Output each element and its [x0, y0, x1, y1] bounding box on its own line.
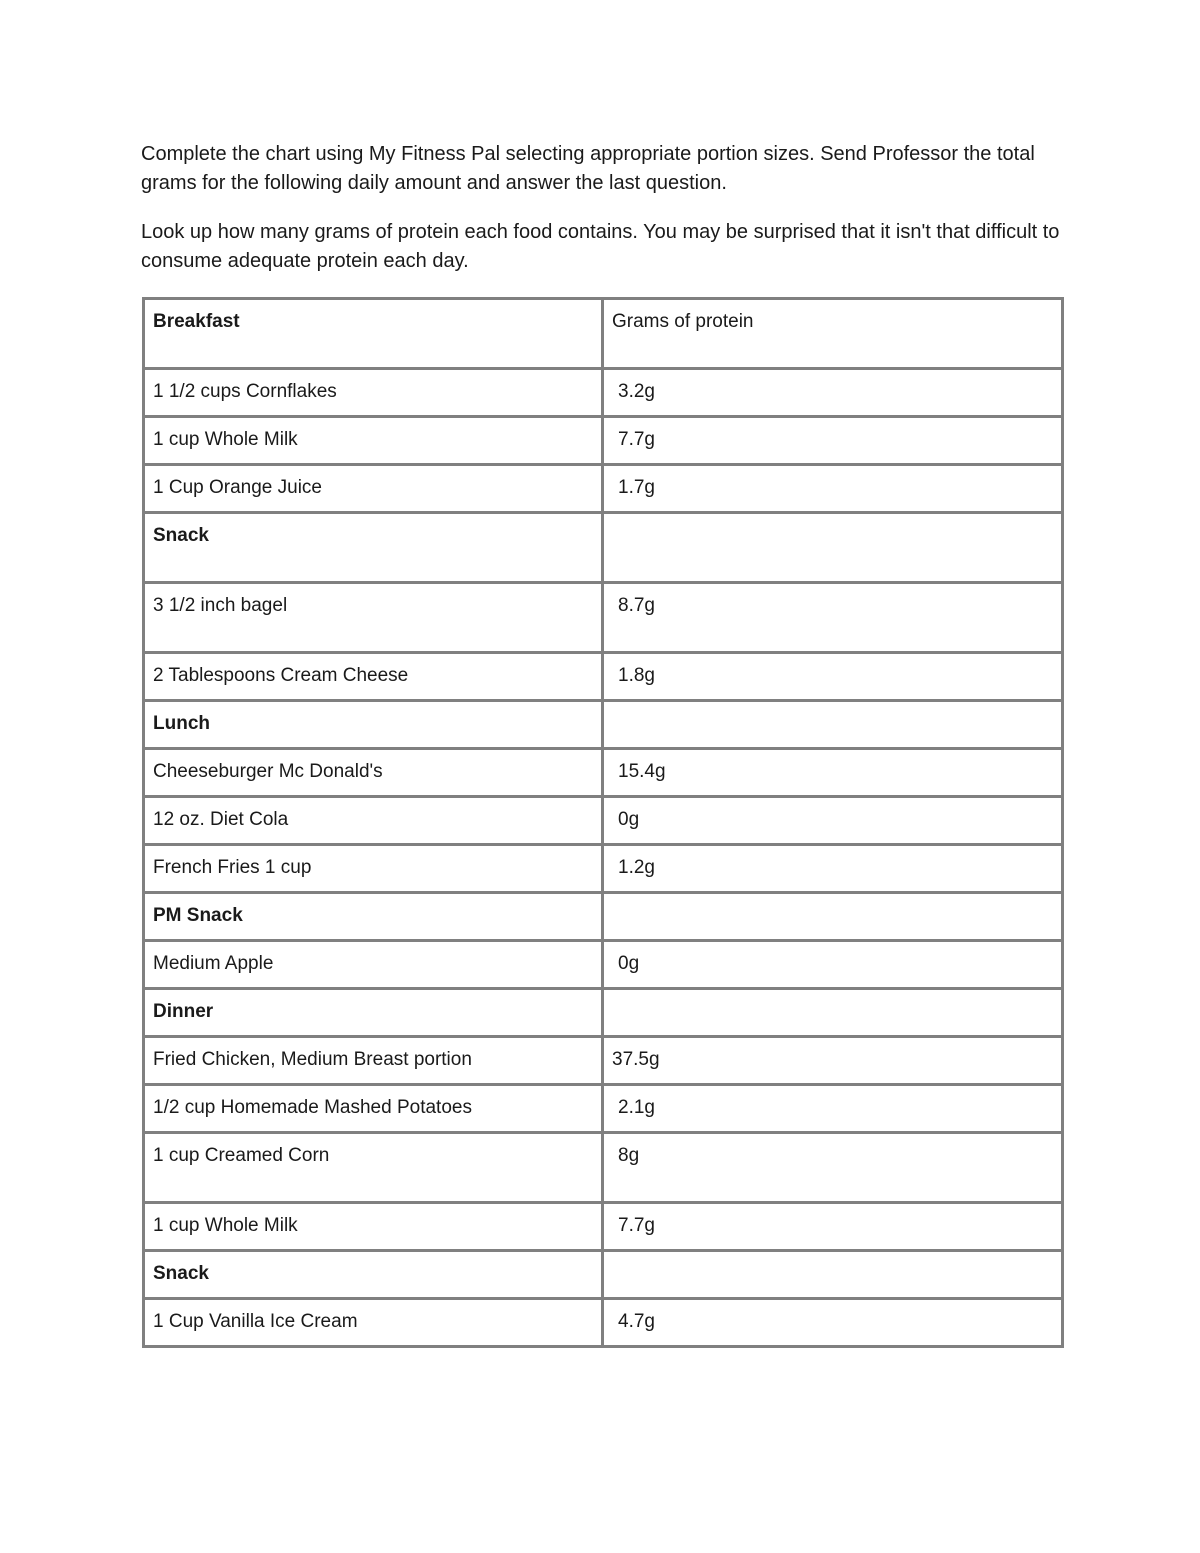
- table-row: [144, 465, 1063, 513]
- intro-paragraph-2: Look up how many grams of protein each food contains. You may be surprised that it isn't that difficult to consume adequate protein each day.: [141, 221, 1060, 272]
- section-heading-cell: Dinner: [144, 989, 603, 1037]
- table-row: [144, 797, 1063, 845]
- food-cell: 1 cup Creamed Corn: [144, 1133, 603, 1203]
- grams-cell: 37.5g: [603, 1037, 1063, 1085]
- table-row: [144, 417, 1063, 465]
- food-cell: 1/2 cup Homemade Mashed Potatoes: [144, 1085, 603, 1133]
- grams-cell: 0g: [603, 941, 1063, 989]
- grams-cell: [603, 893, 1063, 941]
- table-row: [144, 941, 1063, 989]
- table-row: [144, 845, 1063, 893]
- food-cell: 1 Cup Orange Juice: [144, 465, 603, 513]
- table-row: [144, 1203, 1063, 1251]
- grams-cell: 7.7g: [603, 417, 1063, 465]
- table-row: [144, 1037, 1063, 1085]
- section-row-pm-snack: [144, 893, 1063, 941]
- header-cell-breakfast: Breakfast: [144, 299, 603, 369]
- grams-cell: 3.2g: [603, 369, 1063, 417]
- grams-cell: 2.1g: [603, 1085, 1063, 1133]
- food-cell: 1 cup Whole Milk: [144, 1203, 603, 1251]
- section-heading-cell: Lunch: [144, 701, 603, 749]
- header-cell-grams: Grams of protein: [603, 299, 1063, 369]
- grams-cell: 7.7g: [603, 1203, 1063, 1251]
- grams-cell: 1.2g: [603, 845, 1063, 893]
- grams-cell: [603, 513, 1063, 583]
- food-cell: Medium Apple: [144, 941, 603, 989]
- section-row-dinner: [144, 989, 1063, 1037]
- table-row: [144, 1299, 1063, 1347]
- section-row-snack: [144, 1251, 1063, 1299]
- food-cell: 1 Cup Vanilla Ice Cream: [144, 1299, 603, 1347]
- table-row: [144, 369, 1063, 417]
- grams-cell: 8.7g: [603, 583, 1063, 653]
- food-cell: French Fries 1 cup: [144, 845, 603, 893]
- food-cell: 2 Tablespoons Cream Cheese: [144, 653, 603, 701]
- grams-cell: 1.7g: [603, 465, 1063, 513]
- intro-paragraph-1: Complete the chart using My Fitness Pal selecting appropriate portion sizes. Send Professor the total grams for the following daily amount and answer the last question.: [141, 143, 1035, 194]
- grams-cell: [603, 989, 1063, 1037]
- table-header-row: [144, 299, 1063, 369]
- table-row: [144, 1133, 1063, 1203]
- protein-table: [142, 297, 1064, 1348]
- section-row-lunch: [144, 701, 1063, 749]
- food-cell: 12 oz. Diet Cola: [144, 797, 603, 845]
- table-row: [144, 1085, 1063, 1133]
- grams-cell: 15.4g: [603, 749, 1063, 797]
- section-heading-cell: PM Snack: [144, 893, 603, 941]
- food-cell: 1 1/2 cups Cornflakes: [144, 369, 603, 417]
- grams-cell: [603, 701, 1063, 749]
- grams-cell: 1.8g: [603, 653, 1063, 701]
- section-heading-cell: Snack: [144, 513, 603, 583]
- table-row: [144, 749, 1063, 797]
- section-heading-cell: Snack: [144, 1251, 603, 1299]
- food-cell: Cheeseburger Mc Donald's: [144, 749, 603, 797]
- table-row: [144, 583, 1063, 653]
- food-cell: 1 cup Whole Milk: [144, 417, 603, 465]
- grams-cell: 0g: [603, 797, 1063, 845]
- grams-cell: 4.7g: [603, 1299, 1063, 1347]
- food-cell: 3 1/2 inch bagel: [144, 583, 603, 653]
- grams-cell: [603, 1251, 1063, 1299]
- section-row-snack: [144, 513, 1063, 583]
- grams-cell: 8g: [603, 1133, 1063, 1203]
- food-cell: Fried Chicken, Medium Breast portion: [144, 1037, 603, 1085]
- table-row: [144, 653, 1063, 701]
